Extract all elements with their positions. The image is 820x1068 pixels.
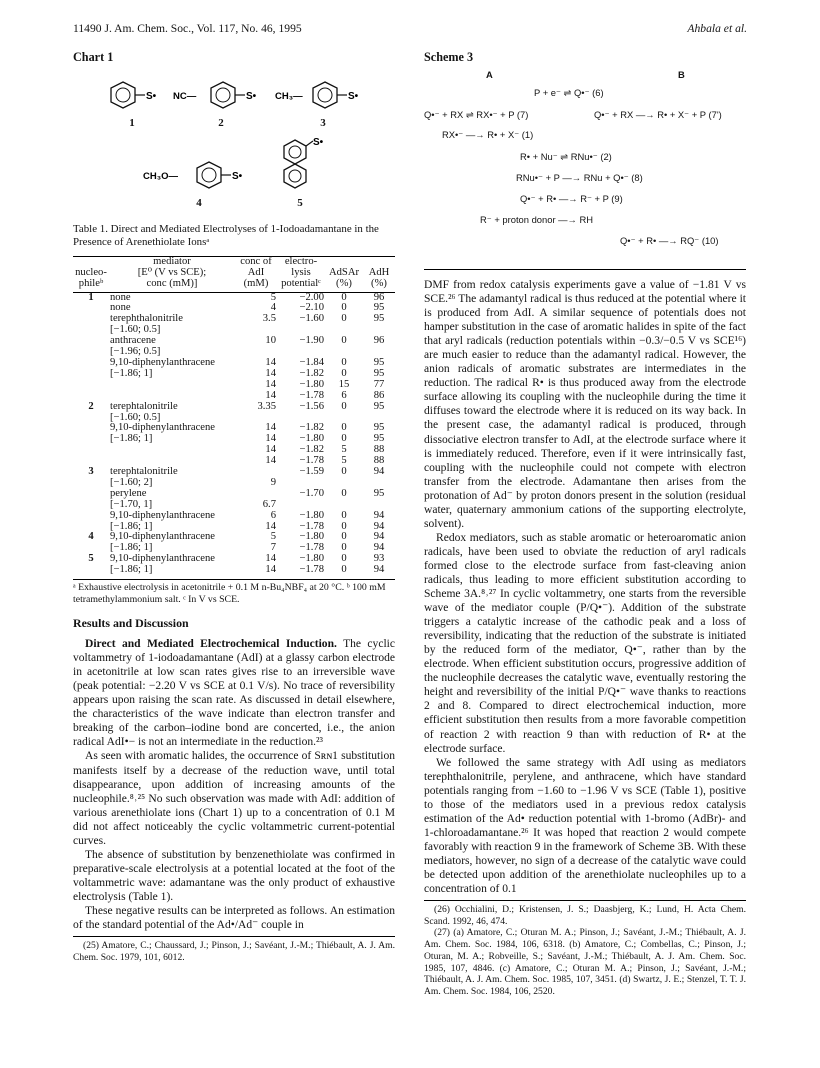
table-cell: [−1.60; 0.5] — [110, 324, 161, 336]
table-cell: 6 — [270, 509, 276, 521]
table-header-cell: (mM) — [235, 279, 277, 292]
table-cell: 95 — [373, 400, 385, 412]
scheme-eq-10: Q•⁻ + R• —→ RQ⁻ (10) — [620, 235, 719, 246]
scheme-eq-8: RNu•⁻ + P —→ RNu + Q•⁻ (8) — [516, 172, 643, 183]
table-cell: [−1.96; 0.5] — [110, 346, 161, 358]
table-cell — [73, 478, 109, 489]
scheme-eq-7: Q•⁻ + RX ⇌ RX•⁻ + P (7) — [424, 109, 529, 120]
table-cell — [73, 565, 109, 576]
table-cell: [−1.86; 1] — [110, 520, 153, 532]
table-cell: −1.82 — [299, 444, 324, 456]
naphthalenethiolate-structure — [275, 136, 325, 196]
table-cell: 14 — [265, 367, 276, 379]
table-cell: 4 — [270, 302, 276, 314]
table-cell: 5 — [341, 455, 347, 467]
table-cell: −1.78 — [299, 564, 324, 576]
table-cell — [73, 489, 109, 500]
table-header-cell: nucleo- — [75, 266, 107, 278]
table-cell: none — [110, 291, 131, 303]
table-row — [73, 380, 395, 391]
table-cell — [73, 391, 109, 402]
table-cell: −1.90 — [299, 335, 324, 347]
chart-row-2 — [73, 135, 395, 209]
table-cell: 0 — [341, 564, 347, 576]
table-cell: [−1.86; 1] — [110, 367, 153, 379]
table-cell: terephtalonitrile — [110, 400, 178, 412]
table-header-cell: (%) — [363, 279, 395, 292]
section-heading: Results and Discussion — [73, 616, 189, 631]
table-cell: 15 — [338, 378, 350, 390]
table-row — [73, 434, 395, 445]
table-cell: 0 — [341, 487, 347, 499]
table-header-row — [73, 268, 395, 279]
table-cell: 0 — [341, 553, 347, 565]
reference-27: (27) (a) Amatore, C.; Oturan M. A.; Pinson, J.; Savéant, J.-M.; Thiébault, A. J. Am. Chem. Soc. 1984, 106, 6318. (b) Amatore, C.; Combellas, C.; Pinson, J.; Oturan, M. A.; Robveille, S.; Savéant, J.-M.; Thiébault, A. J. Am. Chem. Soc. 1985, 107, 4846. (c) Amatore, C.; Oturan M. A.; Pinson, J.; Savéant, J.-M.; Thiébault, A. J. Am. Chem. Soc. 1985, 107, 3451. (d) Swartz, J. E.; Stenzel, T. T. J. Am. Chem. Soc. 1984, 106, 2520. — [424, 927, 746, 997]
table-header-cell: mediator — [109, 256, 235, 267]
table-cell: 3 — [88, 466, 94, 478]
scheme-label-a: A — [486, 69, 493, 80]
table-cell: 14 — [265, 389, 276, 401]
scheme-eq-2: R• + Nu⁻ ⇌ RNu•⁻ (2) — [520, 151, 612, 162]
scheme-eq-9: Q•⁻ + R• —→ R⁻ + P (9) — [520, 193, 623, 204]
table-cell: 0 — [341, 367, 347, 379]
paragraph: Redox mediators, such as stable aromatic or heteroaromatic anion radicals, have been used to obviate the reduction of aryl radicals formed close to the electrode surface from fast-cleaving anion radicals, thus leading to more efficient substitution according to Scheme 3A.⁸˒²⁷ In cyclic voltammetry, one starts from the reversible wave of the mediator couple (P/Q•⁻). Addition of the substrate triggers a catalytic increase of the cathodic peak and a loss of reversibility, indicating that the reduction of the substrate is initiated by the reduced form of the mediator, Q•⁻, rather than by the electrode. When efficient substitution occurs, progressive addition of the nucleophile decreases the catalytic wave, eventually restoring the height and reversibility of the initial P/Q•⁻ wave thanks to reactions 2 and 8. Compared to direct electrochemical induction, more efficient substitution then results from a more favorable competition of reaction 2 with reaction 9 than with reduction of R• at the electrode surface. — [424, 531, 746, 755]
table-cell: 0 — [341, 356, 347, 368]
table-cell: 0 — [341, 291, 347, 303]
table-cell: −1.82 — [299, 422, 324, 434]
table-cell — [73, 314, 109, 325]
table-cell: 1 — [88, 291, 94, 303]
table-header-cell — [363, 256, 395, 267]
compound-3 — [275, 76, 371, 129]
table-cell: 0 — [341, 422, 347, 434]
table-cell: 94 — [373, 531, 385, 543]
compound-number: 2 — [218, 117, 224, 129]
compound-4 — [143, 156, 255, 209]
table-cell: 9,10-diphenylanthracene — [110, 509, 216, 521]
table-cell: 95 — [373, 433, 385, 445]
running-header: 11490 J. Am. Chem. Soc., Vol. 117, No. 46, 1995 — [73, 22, 302, 35]
table-header-cell: AdI — [247, 266, 265, 278]
paragraph — [73, 637, 395, 749]
running-header-authors: Ahbala et al. — [687, 22, 747, 35]
table-cell: 86 — [373, 389, 385, 401]
table-cell: 0 — [341, 520, 347, 532]
table-cell: 94 — [373, 509, 385, 521]
table-cell: 9,10-diphenylanthracene — [110, 422, 216, 434]
table-cell: 5 — [270, 531, 276, 543]
table-cell: −2.00 — [299, 291, 324, 303]
table-cell: 0 — [341, 433, 347, 445]
table-row — [73, 445, 395, 456]
table-cell: [−1.86; 1] — [110, 542, 153, 554]
footnote-refs — [73, 936, 395, 963]
table-header-cell: lysis — [291, 266, 311, 278]
table-cell: −1.80 — [299, 378, 324, 390]
paragraph: As seen with aromatic halides, the occurrence of Sʀɴ1 substitution manifests itself by a decrease of the reduction wave, until total disappearance, upon addition of increasing amounts of the nucleophile.⁸˒²⁵ No such observation was made with AdI: addition of various arenethiolate ions (Chart 1) up to a concentration of 0.1 M did not affect noticeably the cyclic voltammetric current-potential curves. — [73, 750, 395, 847]
reference-26: (26) Occhialini, D.; Kristensen, J. S.; Daasbjerg, K.; Lund, H. Acta Chem. Scand. 1992, 46, 474. — [424, 904, 746, 927]
compound-number: 4 — [196, 197, 202, 209]
table-cell: 95 — [373, 313, 385, 325]
table-cell — [73, 511, 109, 522]
table-header-cell: AdSAr — [328, 266, 360, 278]
table-cell: 9,10-diphenylanthracene — [110, 531, 216, 543]
table-cell: −1.78 — [299, 520, 324, 532]
table-cell: 9,10-diphenylanthracene — [110, 356, 216, 368]
table-cell: −1.84 — [299, 356, 324, 368]
table-cell: −1.78 — [299, 389, 324, 401]
scheme-eq-7p: Q•⁻ + RX —→ R• + X⁻ + P (7') — [594, 109, 722, 120]
table-caption: Table 1. Direct and Mediated Electrolyses of 1-Iodoadamantane in the Presence of Arenethiolate Ionsᵃ — [73, 223, 379, 249]
paragraph-text: The cyclic voltammetry of 1-iodoadamantane (AdI) at a glassy carbon electrode in acetonitrile at low scan rates gives rise to an irreversible wave (peak potential: −2.20 V vs SCE at 0.1 V/s). No trace of reversibility appears upon raising the scan rate. As discussed in detail elsewhere, the characteristics of the wave indicate than electron transfer and breaking of the carbon–iodine bond are concerted, i.e., the anion radical AdI•− is not an intermediate in the reduction.²³ — [73, 638, 395, 749]
table-cell — [73, 380, 109, 391]
chart-row-1 — [73, 67, 395, 129]
paragraph: The absence of substitution by benzenethiolate was confirmed in preparative-scale electrolysis at a potential located at the foot of the voltammetric wave: adamantane was the only product of exhaustive electrolysis (Table 1). — [73, 848, 395, 903]
table-row — [73, 402, 395, 413]
table-cell: 94 — [373, 466, 385, 478]
table-cell — [73, 445, 109, 456]
table-cell — [109, 445, 235, 456]
table-cell: 14 — [265, 433, 276, 445]
table-cell: 93 — [373, 553, 385, 565]
table-cell: 95 — [373, 302, 385, 314]
table-cell: [−1.86; 1] — [110, 433, 153, 445]
table-row — [73, 391, 395, 402]
table-cell: [−1.60; 0.5] — [110, 411, 161, 423]
left-column — [73, 50, 395, 963]
scheme-eq-rh: R⁻ + proton donor —→ RH — [480, 214, 594, 225]
table-cell: 14 — [265, 444, 276, 456]
table-row — [73, 511, 395, 522]
table-cell: 14 — [265, 553, 276, 565]
table-cell: 7 — [270, 542, 276, 554]
table-row — [73, 565, 395, 576]
table-cell — [73, 358, 109, 369]
table-cell: 6 — [341, 389, 347, 401]
table-cell: [−1.86; 1] — [110, 564, 153, 576]
table-cell: [−1.60; 2] — [110, 476, 153, 488]
table-header-cell — [325, 256, 363, 267]
compound-2 — [173, 76, 269, 129]
svg-text:S•: S• — [232, 171, 243, 182]
table-header-cell: conc of — [235, 256, 277, 267]
reference-25: (25) Amatore, C.; Chaussard, J.; Pinson, J.; Savéant, J.-M.; Thiébault, A. J. Am. Chem. Soc. 1979, 101, 6012. — [73, 940, 395, 963]
table-header-row — [73, 256, 395, 267]
table-cell: none — [110, 302, 131, 314]
table-cell: −1.60 — [299, 313, 324, 325]
table-cell: 2 — [88, 400, 94, 412]
table-cell: 96 — [373, 335, 385, 347]
table-cell: 88 — [373, 455, 385, 467]
table-cell: 95 — [373, 356, 385, 368]
table-cell: 94 — [373, 542, 385, 554]
table-cell: −1.80 — [299, 433, 324, 445]
scheme-eq-1: RX•⁻ —→ R• + X⁻ (1) — [442, 129, 534, 140]
table-cell: −1.80 — [299, 553, 324, 565]
methoxybenzenethiolate-structure — [143, 156, 255, 196]
table-cell: terephtalonitrile — [110, 466, 178, 478]
svg-text:NC—: NC— — [173, 91, 197, 102]
methylbenzenethiolate-structure — [275, 76, 371, 116]
table-cell: 88 — [373, 444, 385, 456]
scheme-title: Scheme 3 — [424, 50, 474, 64]
svg-text:S•: S• — [348, 91, 359, 102]
table-cell: 95 — [373, 422, 385, 434]
paragraph: DMF from redox catalysis experiments gave a value of −1.81 V vs SCE.²⁶ The adamantyl radical is thus reduced at the potential where it is produced from AdI. A similar sequence of potentials does not hamper substitution in the case of aromatic halides in spite of the fact that aryl radicals (reduction potentials within −0.3/−0.5 V vs SCE¹⁶) are much easier to reduce than the adamantyl radical. However, the anion radicals of aromatic substrates are intermediates in the reduction. The radical R• is thus produced away from the electrode surface allowing its coupling with the nucleophile during the time it diffuses toward the electrode where it is reduced on its way back. In the present case, the adamantyl radical is produced, through dissociative electron transfer to AdI, at the electrode surface where it is immediately reduced. Therefore, even if it were intrinsically fast, coupling with the nucleophile could not compete with electron transfer from the electrode. Adamantane then arises from the protonation of Ad⁻ by proton donors present in the solution (residual water, quaternary ammonium cations of the supporting electrolyte, solvent). — [424, 279, 746, 530]
table-header-cell: electro- — [277, 256, 325, 267]
table-header-row — [73, 279, 395, 292]
table-header-cell: phileᵇ — [73, 279, 109, 292]
table-cell — [73, 303, 109, 314]
table-1 — [73, 256, 395, 576]
table-cell: 5 — [88, 553, 94, 565]
scheme-label-b: B — [678, 69, 685, 80]
table-header-cell: conc (mM)] — [109, 279, 235, 292]
table-cell: 0 — [341, 400, 347, 412]
table-cell — [73, 423, 109, 434]
compound-number: 3 — [320, 117, 326, 129]
compound-5 — [275, 136, 325, 209]
table-cell: 14 — [265, 455, 276, 467]
chart-title: Chart 1 — [73, 50, 114, 64]
svg-text:S•: S• — [146, 91, 157, 102]
table-cell: 14 — [265, 520, 276, 532]
table-cell: 94 — [373, 564, 385, 576]
table-header-cell: potentialᶜ — [277, 279, 325, 292]
paragraph: These negative results can be interpreted as follows. An estimation of the standard potential of the Ad•/Ad⁻ couple in — [73, 904, 395, 932]
table-cell: terephthalonitrile — [110, 313, 183, 325]
table-cell: 14 — [265, 378, 276, 390]
table-cell: 9,10-diphenylanthracene — [110, 553, 216, 565]
table-cell: 5 — [341, 444, 347, 456]
table-cell: 0 — [341, 313, 347, 325]
table-cell: 10 — [265, 335, 276, 347]
table-cell — [73, 369, 109, 380]
table-cell: 96 — [373, 291, 385, 303]
table-cell: 95 — [373, 367, 385, 379]
table-header-cell: (%) — [325, 279, 363, 292]
table-cell: −1.59 — [299, 466, 324, 478]
scheme-eq-6: P + e⁻ ⇌ Q•⁻ (6) — [534, 87, 604, 98]
table-cell: −1.56 — [299, 400, 324, 412]
table-cell: 14 — [265, 422, 276, 434]
table-cell: 0 — [341, 542, 347, 554]
table-cell: −1.70 — [299, 487, 324, 499]
table-cell — [109, 380, 235, 391]
table-cell: 4 — [88, 531, 94, 543]
table-cell: 0 — [341, 335, 347, 347]
table-cell: −1.78 — [299, 455, 324, 467]
table-header-cell: AdH — [368, 266, 390, 278]
table-cell: 94 — [373, 520, 385, 532]
table-cell: −1.80 — [299, 509, 324, 521]
runin-heading: Direct and Mediated Electrochemical Induction. — [85, 638, 337, 651]
table-cell: −1.78 — [299, 542, 324, 554]
svg-text:S•: S• — [313, 137, 324, 148]
table-cell — [73, 325, 109, 336]
table-cell: 3.5 — [262, 313, 276, 325]
right-column — [424, 50, 746, 998]
table-footnote: ᵃ Exhaustive electrolysis in acetonitrile + 0.1 M n-Bu₄NBF₄ at 20 °C. ᵇ 100 mM tetramethylammonium salt. ᶜ In V vs SCE. — [73, 579, 395, 606]
compound-1 — [97, 76, 167, 129]
table-cell: perylene — [110, 487, 147, 499]
svg-text:CH₃O—: CH₃O— — [143, 171, 179, 182]
compound-number: 5 — [297, 197, 303, 209]
table-cell — [109, 391, 235, 402]
table-cell: −1.80 — [299, 531, 324, 543]
table-header — [73, 256, 395, 292]
table-cell: 0 — [341, 302, 347, 314]
table-header-cell — [73, 256, 109, 267]
table-cell: 0 — [341, 466, 347, 478]
table-body — [73, 292, 395, 576]
table-cell — [73, 347, 109, 358]
table-cell — [73, 413, 109, 424]
table-cell — [73, 434, 109, 445]
table-cell: 6.7 — [262, 498, 276, 510]
table-cell — [73, 500, 109, 511]
svg-text:CH₃—: CH₃— — [275, 91, 303, 102]
footnote-refs — [424, 900, 746, 998]
benzenethiolate-structure — [97, 76, 167, 116]
table-header-cell: [E⁰ (V vs SCE); — [137, 266, 207, 278]
table-cell: 0 — [341, 531, 347, 543]
table-cell: 5 — [270, 291, 276, 303]
table-cell: 77 — [373, 378, 385, 390]
paragraph: We followed the same strategy with AdI using as mediators terephthalonitrile, perylene, and anthracene, which have standard potentials ranging from −1.60 to −1.96 V vs SCE (Table 1), positive to those of the mediators used in a previous redox catalysis estimation of the Ad• reduction potential with 1-bromo (AdBr)- and 1-chloroadamantane.²⁶ It was hoped that reaction 2 would compete favorably with reaction 9 in the framework of Scheme 3B. With these mediators, however, no sign of a decrease of the catalytic wave could be detected upon addition of the arenethiolate nucleophiles up to a concentration of 0.1 — [424, 756, 746, 896]
table-cell: 14 — [265, 356, 276, 368]
table-cell: 14 — [265, 564, 276, 576]
table-cell: 95 — [373, 487, 385, 499]
table-cell: [−1.70, 1] — [110, 498, 153, 510]
table-cell: anthracene — [110, 335, 156, 347]
table-cell — [73, 336, 109, 347]
table-cell: 9 — [270, 476, 276, 488]
table-cell: −1.82 — [299, 367, 324, 379]
scheme-3 — [424, 67, 746, 265]
table-cell: 3.35 — [257, 400, 276, 412]
cyanobenzenethiolate-structure — [173, 76, 269, 116]
table-cell: −2.10 — [299, 302, 324, 314]
table-cell: 0 — [341, 509, 347, 521]
svg-text:S•: S• — [246, 91, 257, 102]
scheme-rule — [424, 269, 746, 270]
compound-number: 1 — [129, 117, 135, 129]
